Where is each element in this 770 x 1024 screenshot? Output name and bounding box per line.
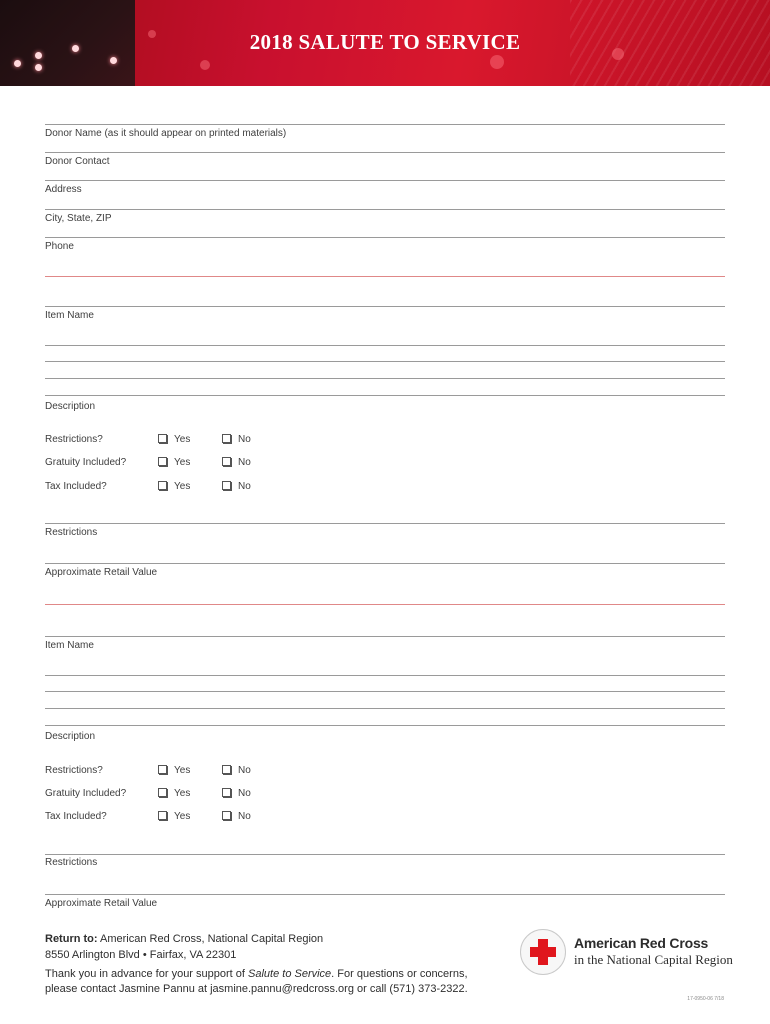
no-option[interactable]: No xyxy=(222,457,251,468)
restrictions-question: Restrictions? xyxy=(45,765,103,776)
checkbox-icon[interactable] xyxy=(158,457,167,466)
return-to-org: American Red Cross, National Capital Region xyxy=(100,933,324,945)
logo-region: in the National Capital Region xyxy=(574,952,733,967)
tax-question: Tax Included? xyxy=(45,481,107,492)
description-line[interactable] xyxy=(45,345,725,346)
retail-value-line[interactable] xyxy=(45,894,725,895)
city-state-zip-label: City, State, ZIP xyxy=(45,213,112,224)
checkbox-icon[interactable] xyxy=(158,481,167,490)
thanks-line: Thank you in advance for your support of Salute to Service. For questions or concerns, xyxy=(45,968,468,980)
description-label: Description xyxy=(45,401,96,412)
gratuity-question: Gratuity Included? xyxy=(45,457,127,468)
item-name-line[interactable] xyxy=(45,636,725,637)
yes-option[interactable]: Yes xyxy=(158,434,190,445)
yes-option[interactable]: Yes xyxy=(158,765,190,776)
yes-option[interactable]: Yes xyxy=(158,811,190,822)
checkbox-icon[interactable] xyxy=(222,481,231,490)
phone-line[interactable] xyxy=(45,237,725,238)
item-name-label: Item Name xyxy=(45,640,94,651)
address-label: Address xyxy=(45,184,82,195)
restrictions-label: Restrictions xyxy=(45,527,98,538)
no-option[interactable]: No xyxy=(222,481,251,492)
return-to-line xyxy=(45,933,323,945)
red-cross-logo-icon xyxy=(520,929,566,975)
address-line[interactable] xyxy=(45,180,725,181)
contact-line: please contact Jasmine Pannu at jasmine.pannu@redcross.org or call (571) 373-2322. xyxy=(45,983,468,995)
restrictions-line[interactable] xyxy=(45,523,725,524)
no-option[interactable]: No xyxy=(222,811,251,822)
retail-value-label: Approximate Retail Value xyxy=(45,567,158,578)
checkbox-icon[interactable] xyxy=(222,788,231,797)
checkbox-icon[interactable] xyxy=(222,434,231,443)
phone-label: Phone xyxy=(45,241,74,252)
description-line[interactable] xyxy=(45,395,725,396)
item-name-line[interactable] xyxy=(45,306,725,307)
yes-option[interactable]: Yes xyxy=(158,788,190,799)
yes-option[interactable]: Yes xyxy=(158,457,190,468)
page-title: 2018 SALUTE TO SERVICE xyxy=(249,30,521,54)
no-option[interactable]: No xyxy=(222,765,251,776)
city-state-zip-line[interactable] xyxy=(45,209,725,210)
restrictions-question: Restrictions? xyxy=(45,434,103,445)
bokeh-dot xyxy=(14,60,21,67)
no-option[interactable]: No xyxy=(222,434,251,445)
gratuity-question: Gratuity Included? xyxy=(45,788,127,799)
checkbox-icon[interactable] xyxy=(158,765,167,774)
checkbox-icon[interactable] xyxy=(158,434,167,443)
checkbox-icon[interactable] xyxy=(158,788,167,797)
donor-contact-line[interactable] xyxy=(45,152,725,153)
description-line[interactable] xyxy=(45,361,725,362)
description-line[interactable] xyxy=(45,725,725,726)
header-banner xyxy=(0,0,770,86)
no-option[interactable]: No xyxy=(222,788,251,799)
checkbox-icon[interactable] xyxy=(158,811,167,820)
checkbox-icon[interactable] xyxy=(222,811,231,820)
restrictions-label: Restrictions xyxy=(45,857,98,868)
cross-horizontal xyxy=(530,947,556,957)
bokeh-glow xyxy=(200,60,210,70)
retail-value-label: Approximate Retail Value xyxy=(45,898,158,909)
section-divider xyxy=(45,276,725,277)
section-divider xyxy=(45,604,725,605)
description-line[interactable] xyxy=(45,378,725,379)
checkbox-icon[interactable] xyxy=(222,457,231,466)
donor-name-line[interactable] xyxy=(45,124,725,125)
checkbox-icon[interactable] xyxy=(222,765,231,774)
bokeh-dot xyxy=(35,64,42,71)
yes-option[interactable]: Yes xyxy=(158,481,190,492)
description-label: Description xyxy=(45,731,96,742)
retail-value-line[interactable] xyxy=(45,563,725,564)
description-line[interactable] xyxy=(45,708,725,709)
return-to-label: Return to: xyxy=(45,933,98,945)
document-code: 17-0950-06 7/18 xyxy=(687,996,724,1002)
item-name-label: Item Name xyxy=(45,310,94,321)
logo-wordmark: American Red Cross xyxy=(574,935,709,951)
restrictions-line[interactable] xyxy=(45,854,725,855)
description-line[interactable] xyxy=(45,675,725,676)
donor-name-label: Donor Name (as it should appear on printed materials) xyxy=(45,128,287,139)
donor-contact-label: Donor Contact xyxy=(45,156,110,167)
description-line[interactable] xyxy=(45,691,725,692)
bokeh-dot xyxy=(110,57,117,64)
bokeh-glow xyxy=(490,55,504,69)
return-address: 8550 Arlington Blvd • Fairfax, VA 22301 xyxy=(45,949,237,961)
event-name: Salute to Service xyxy=(248,968,332,980)
tax-question: Tax Included? xyxy=(45,811,107,822)
